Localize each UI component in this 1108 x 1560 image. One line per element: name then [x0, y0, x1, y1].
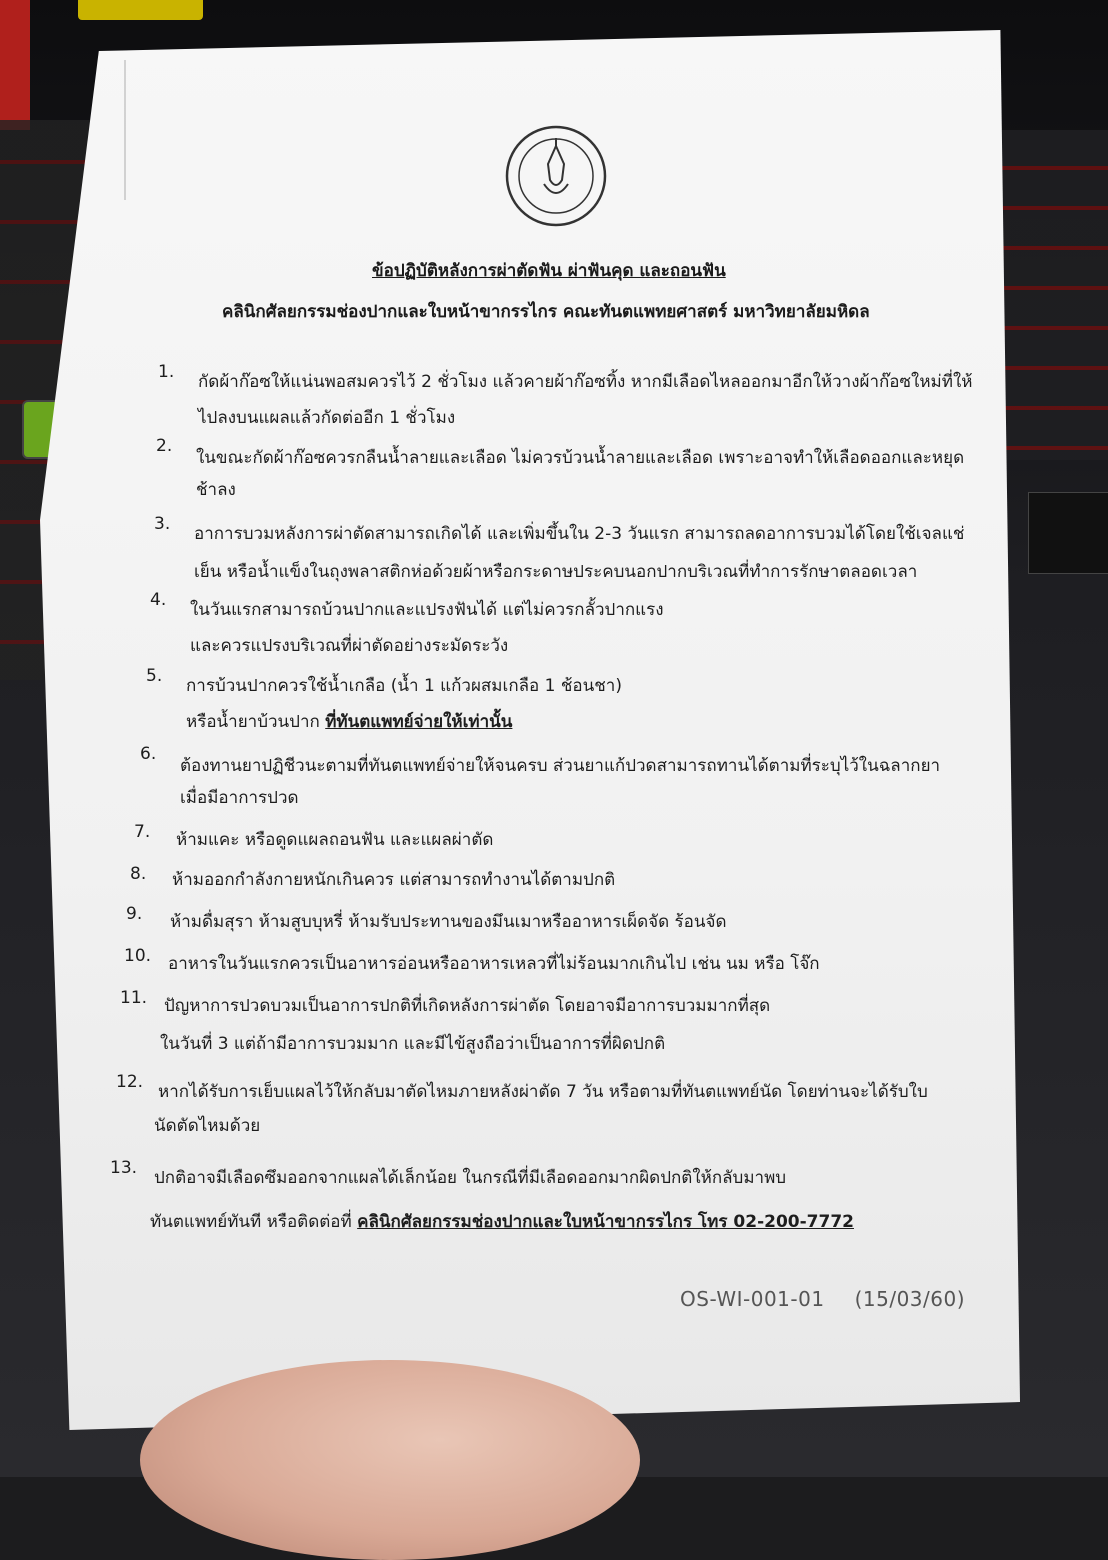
list-item-line — [186, 704, 512, 740]
page-subtitle: คลินิกศัลยกรรมช่องปากและใบหน้าขากรรไกร คณะทันตแพทยศาสตร์ มหาวิทยาลัยมหิดล — [222, 302, 870, 322]
item-number: 10. — [124, 946, 152, 966]
list-item-line: ห้ามแคะ หรือดูดแผลถอนฟัน และแผลผ่าตัด — [176, 830, 494, 850]
list-item-text: หรือน้ำยาบ้วนปาก — [186, 712, 320, 732]
item-number: 1. — [158, 362, 175, 382]
list-item-line: ในขณะกัดผ้าก๊อซควรกลืนน้ำลายและเลือด ไม่ควรบ้วนน้ำลายและเลือด เพราะอาจทำให้เลือดออกและหยุด — [196, 448, 965, 468]
item-number: 3. — [154, 514, 171, 534]
dolby-sticker-icon — [1028, 492, 1108, 574]
list-item-line: ช้าลง — [196, 480, 236, 500]
list-item-line: หากได้รับการเย็บแผลไว้ให้กลับมาตัดไหมภายหลังผ่าตัด 7 วัน หรือตามที่ทันตแพทย์นัด โดยท่านจะได้รับใบ — [158, 1082, 928, 1102]
item-number: 7. — [134, 822, 151, 842]
list-item-line: อาการบวมหลังการผ่าตัดสามารถเกิดได้ และเพิ่มขึ้นใน 2-3 วันแรก สามารถลดอาการบวมได้โดยใช้เจลแช่ — [194, 524, 965, 544]
emphasis-text: คลินิกศัลยกรรมช่องปากและใบหน้าขากรรไกร โทร 02-200-7772 — [357, 1212, 854, 1232]
item-number: 5. — [146, 666, 163, 686]
list-item-line: ในวันแรกสามารถบ้วนปากและแปรงฟันได้ แต่ไม่ควรกลั้วปากแรง — [190, 600, 664, 620]
item-number: 4. — [150, 590, 167, 610]
list-item-line: ไปลงบนแผลแล้วกัดต่ออีก 1 ชั่วโมง — [198, 408, 456, 428]
list-item-line: ห้ามดื่มสุรา ห้ามสูบบุหรี่ ห้ามรับประทานของมึนเมาหรืออาหารเผ็ดจัด ร้อนจัด — [170, 912, 727, 932]
sticker-badge — [78, 0, 203, 20]
item-number: 11. — [120, 988, 148, 1008]
item-number: 9. — [126, 904, 143, 924]
doc-code: OS-WI-001-01 — [680, 1287, 825, 1311]
keyboard-right — [988, 130, 1108, 460]
paper-crease — [124, 60, 126, 200]
page-title: ข้อปฏิบัติหลังการผ่าตัดฟัน ผ่าฟันคุด และถอนฟัน — [372, 261, 726, 281]
item-number: 8. — [130, 864, 147, 884]
item-number: 12. — [116, 1072, 144, 1092]
red-accent — [0, 0, 30, 130]
list-item-line — [150, 1204, 854, 1240]
list-item-line: และควรแปรงบริเวณที่ผ่าตัดอย่างระมัดระวัง — [190, 636, 509, 656]
list-item-line: การบ้วนปากควรใช้น้ำเกลือ (น้ำ 1 แก้วผสมเกลือ 1 ช้อนชา) — [186, 676, 622, 696]
list-item-line: กัดผ้าก๊อซให้แน่นพอสมควรไว้ 2 ชั่วโมง แล้วคายผ้าก๊อซทิ้ง หากมีเลือดไหลออกมาอีกให้วางผ้าก๊อซใหม่ที่ให้ — [198, 372, 973, 392]
list-item-line: ต้องทานยาปฏิชีวนะตามที่ทันตแพทย์จ่ายให้จนครบ ส่วนยาแก้ปวดสามารถทานได้ตามที่ระบุไว้ในฉลากยา — [180, 756, 941, 776]
doc-date: (15/03/60) — [854, 1287, 966, 1311]
item-number: 13. — [110, 1158, 138, 1178]
list-item-line: ในวันที่ 3 แต่ถ้ามีอาการบวมมาก และมีไข้สูงถือว่าเป็นอาการที่ผิดปกติ — [160, 1034, 666, 1054]
list-item-line: ห้ามออกกำลังกายหนักเกินควร แต่สามารถทำงานได้ตามปกติ — [172, 870, 616, 890]
emphasis-text: ที่ทันตแพทย์จ่ายให้เท่านั้น — [325, 712, 513, 732]
document-footer — [680, 1287, 965, 1311]
item-number: 6. — [140, 744, 157, 764]
list-item-line: อาหารในวันแรกควรเป็นอาหารอ่อนหรืออาหารเหลวที่ไม่ร้อนมากเกินไป เช่น นม หรือ โจ๊ก — [168, 954, 820, 974]
list-item-line: ปกติอาจมีเลือดซึมออกจากแผลได้เล็กน้อย ในกรณีที่มีเลือดออกมากผิดปกติให้กลับมาพบ — [154, 1168, 787, 1188]
list-item-text: ทันตแพทย์ทันที หรือติดต่อที่ — [150, 1212, 352, 1232]
item-number: 2. — [156, 436, 173, 456]
list-item-line: เมื่อมีอาการปวด — [180, 788, 299, 808]
hand-thumb — [140, 1360, 640, 1560]
list-item-line: นัดตัดไหมด้วย — [154, 1116, 261, 1136]
list-item-line: ปัญหาการปวดบวมเป็นอาการปกติที่เกิดหลังการผ่าตัด โดยอาจมีอาการบวมมากที่สุด — [164, 996, 771, 1016]
mahidol-university-seal-icon — [504, 124, 608, 228]
list-item-line: เย็น หรือน้ำแข็งในถุงพลาสติกห่อด้วยผ้าหรือกระดาษประคบนอกปากบริเวณที่ทำการรักษาตลอดเวลา — [194, 562, 918, 582]
